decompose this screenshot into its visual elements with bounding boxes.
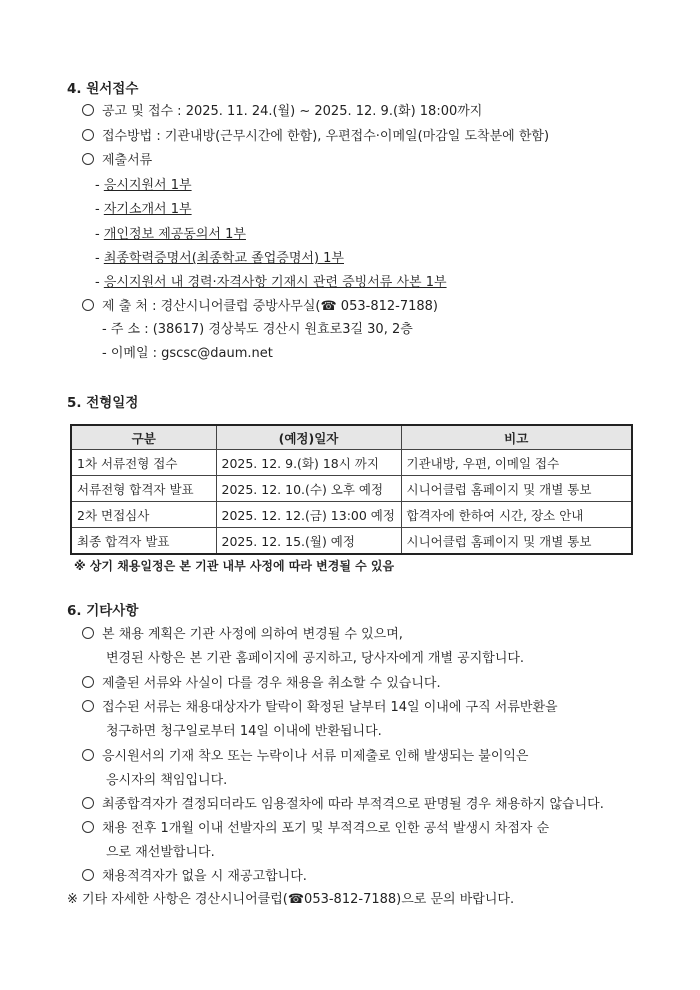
table-cell: 최종 합격자 발표	[71, 528, 216, 555]
misc-item	[82, 796, 604, 814]
table-cell: 2025. 12. 9.(화) 18시 까지	[216, 450, 401, 476]
doc-text: 응시지원서 내 경력·자격사항 기재시 관련 증빙서류 사본 1부	[103, 275, 447, 290]
circle-bullet-icon	[82, 627, 94, 639]
header-cell: 구분	[71, 425, 216, 450]
doc-text: 개인정보 제공동의서 1부	[103, 227, 246, 242]
docs-item	[82, 152, 152, 170]
table-cell: 2차 면접심사	[71, 502, 216, 528]
misc-item	[82, 699, 558, 717]
header-cell: (예정)일자	[216, 425, 401, 450]
section-4-heading: 4. 원서접수	[67, 81, 139, 97]
table-row	[71, 450, 632, 476]
table-cell: 2025. 12. 10.(수) 오후 예정	[216, 476, 401, 502]
misc-text: 최종합격자가 결정되더라도 임용절차에 따라 부적격으로 판명될 경우 채용하지 않습니다.	[102, 797, 604, 812]
email-line: - 이메일 : gscsc@daum.net	[102, 346, 273, 361]
table-cell: 시니어클럽 홈페이지 및 개별 통보	[401, 528, 632, 555]
misc-item	[82, 675, 441, 693]
address-line: - 주 소 : (38617) 경상북도 경산시 원효로3길 30, 2층	[102, 322, 413, 337]
circle-bullet-icon	[82, 869, 94, 881]
header-cell: 비고	[401, 425, 632, 450]
circle-bullet-icon	[82, 676, 94, 688]
misc-text: 응시원서의 기재 착오 또는 누락이나 서류 미제출로 인해 발생되는 불이익은	[102, 749, 529, 764]
period-text: 공고 및 접수 : 2025. 11. 24.(월) ~ 2025. 12. 9.(화) 18:00까지	[102, 104, 483, 119]
table-row	[71, 528, 632, 555]
period-item	[82, 103, 482, 121]
misc-item	[82, 748, 529, 766]
docs-label: 제출서류	[102, 153, 153, 168]
doc-item: - 응시지원서 내 경력·자격사항 기재시 관련 증빙서류 사본 1부	[95, 275, 447, 290]
table-cell: 기관내방, 우편, 이메일 접수	[401, 450, 632, 476]
table-row	[71, 502, 632, 528]
table-cell: 시니어클럽 홈페이지 및 개별 통보	[401, 476, 632, 502]
misc-item	[82, 820, 549, 838]
doc-text: 응시지원서 1부	[103, 178, 192, 193]
doc-text: 자기소개서 1부	[103, 202, 192, 217]
doc-text: 최종학력증명서(최종학교 졸업증명서) 1부	[103, 251, 344, 266]
table-cell: 합격자에 한하여 시간, 장소 안내	[401, 502, 632, 528]
misc-text: 본 채용 계획은 기관 사정에 의하여 변경될 수 있으며,	[102, 627, 403, 642]
misc-item	[82, 626, 403, 644]
method-item	[82, 128, 549, 146]
circle-bullet-icon	[82, 700, 94, 712]
contact-footer: ※ 기타 자세한 사항은 경산시니어클럽(☎053-812-7188)으로 문의 바랍니다.	[67, 892, 515, 907]
section-6-heading: 6. 기타사항	[67, 603, 139, 619]
table-row	[71, 476, 632, 502]
misc-text: 채용적격자가 없을 시 재공고합니다.	[102, 869, 307, 884]
circle-bullet-icon	[82, 153, 94, 165]
misc-continuation: 으로 재선발합니다.	[106, 845, 215, 860]
schedule-note: ※ 상기 채용일정은 본 기관 내부 사정에 따라 변경될 수 있음	[74, 559, 395, 573]
submit-to-text: 제 출 처 : 경산시니어클럽 중방사무실(☎ 053-812-7188)	[102, 299, 438, 314]
section-5-heading: 5. 전형일정	[67, 395, 139, 411]
circle-bullet-icon	[82, 749, 94, 761]
doc-item: - 개인정보 제공동의서 1부	[95, 227, 246, 242]
schedule-table	[70, 424, 633, 555]
table-cell: 2025. 12. 12.(금) 13:00 예정	[216, 502, 401, 528]
circle-bullet-icon	[82, 821, 94, 833]
misc-text: 채용 전후 1개월 이내 선발자의 포기 및 부적격으로 인한 공석 발생시 차점자 순	[102, 821, 550, 836]
misc-continuation: 청구하면 청구일로부터 14일 이내에 반환됩니다.	[106, 724, 382, 739]
circle-bullet-icon	[82, 299, 94, 311]
submit-to-item	[82, 298, 438, 316]
doc-item: - 최종학력증명서(최종학교 졸업증명서) 1부	[95, 251, 344, 266]
table-cell: 1차 서류전형 접수	[71, 450, 216, 476]
misc-continuation: 응시자의 책임입니다.	[106, 773, 228, 788]
doc-item: - 응시지원서 1부	[95, 178, 192, 193]
misc-text: 제출된 서류와 사실이 다를 경우 채용을 취소할 수 있습니다.	[102, 676, 441, 691]
table-header-row	[71, 425, 632, 450]
circle-bullet-icon	[82, 129, 94, 141]
doc-item: - 자기소개서 1부	[95, 202, 192, 217]
method-text: 접수방법 : 기관내방(근무시간에 한함), 우편접수·이메일(마감일 도착분에 한함)	[102, 129, 550, 144]
table-cell: 2025. 12. 15.(월) 예정	[216, 528, 401, 555]
table-cell: 서류전형 합격자 발표	[71, 476, 216, 502]
misc-text: 접수된 서류는 채용대상자가 탈락이 확정된 날부터 14일 이내에 구직 서류반환을	[102, 700, 558, 715]
circle-bullet-icon	[82, 797, 94, 809]
circle-bullet-icon	[82, 104, 94, 116]
misc-item	[82, 868, 307, 886]
misc-continuation: 변경된 사항은 본 기관 홈페이지에 공지하고, 당사자에게 개별 공지합니다.	[106, 651, 525, 666]
